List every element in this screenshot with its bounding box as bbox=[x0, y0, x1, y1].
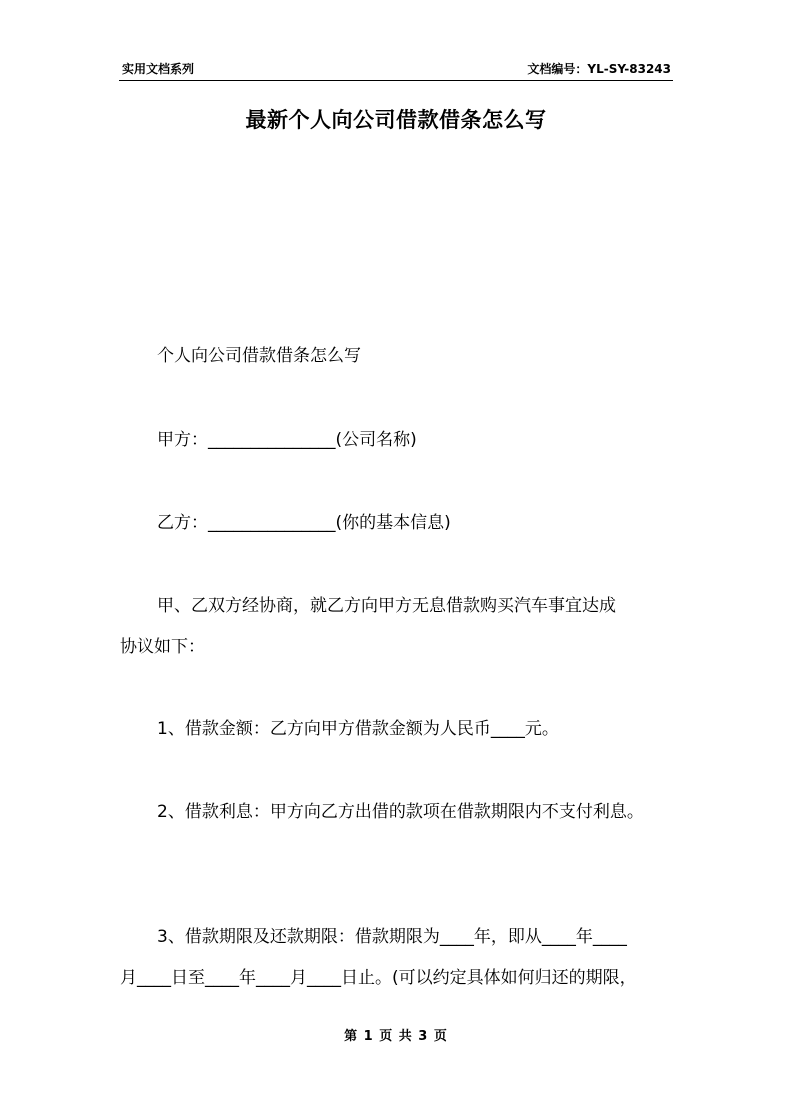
clause-3-line1: 3、借款期限及还款期限：借款期限为____年，即从____年____ bbox=[157, 927, 627, 947]
intro-paragraph-line2: 协议如下： bbox=[120, 637, 205, 657]
intro-paragraph-line1: 甲、乙双方经协商，就乙方向甲方无息借款购买汽车事宜达成 bbox=[157, 596, 616, 616]
clause-3-line2: 月____日至____年____月____日止。(可以约定具体如何归还的期限， bbox=[120, 968, 637, 988]
header-divider bbox=[119, 80, 673, 81]
party-b-line: 乙方：_______________(你的基本信息) bbox=[157, 513, 451, 533]
clause-1: 1、借款金额：乙方向甲方借款金额为人民币____元。 bbox=[157, 719, 559, 739]
body-heading: 个人向公司借款借条怎么写 bbox=[157, 346, 361, 366]
header-doc-number: 文档编号：YL-SY-83243 bbox=[527, 62, 671, 76]
party-a-line: 甲方：_______________(公司名称) bbox=[157, 430, 417, 450]
header-series: 实用文档系列 bbox=[122, 62, 195, 76]
page-footer: 第 1 页 共 3 页 bbox=[344, 1029, 448, 1044]
clause-2: 2、借款利息：甲方向乙方出借的款项在借款期限内不支付利息。 bbox=[157, 802, 644, 822]
document-title: 最新个人向公司借款借条怎么写 bbox=[245, 108, 547, 132]
